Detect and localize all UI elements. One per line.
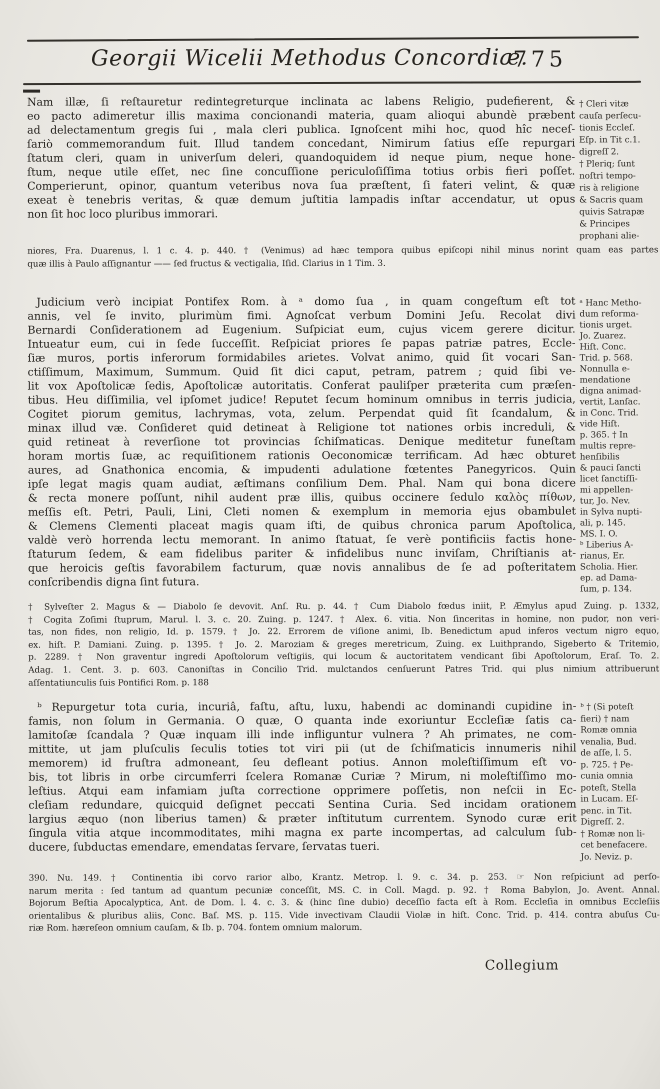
running-title: Georgii Wicelii Methodus Concordiæ. xyxy=(90,45,529,72)
text-line: ad delectamentum gregis ſui , mala cleri publica. Ignoſcent mihi hoc, quod hîc neceſ- xyxy=(27,122,576,137)
text-line: ipſe legat magis quam audiat, æſtimans conſilium Dem. Phal. Nam qui bona dicere xyxy=(27,476,576,491)
text-line: famis, non ſolum in Germania. O quæ, O quanta inde exoriuntur Eccleſiæ ſatis ca- xyxy=(28,713,577,728)
header-rule-top xyxy=(27,36,639,41)
paragraph-1 xyxy=(27,94,575,221)
text-line: 390. Nu. 149. † Continentia ibi corvo rarior albo, Krantz. Metrop. l. 9. c. 34. p. 253. ☞ Non reſpiciunt ad perſo- xyxy=(28,872,660,884)
text-line: in Conc. Trid. xyxy=(579,408,639,419)
text-line: lamitoſæ ſcandala ? Quæ inquam illi inde infliguntur vulnera ? Ah primates, ne com- xyxy=(28,727,577,742)
text-line: tionis Eccleſ. xyxy=(579,123,635,134)
text-line: annis, vel ſe invito, plurimùm fimi. Agnoſcat verbum Domini Jeſu. Recolat divi xyxy=(27,308,576,323)
text-line: conſcribendis digna ſint futura. xyxy=(28,575,200,589)
text-line: mi appellen- xyxy=(579,485,634,496)
paragraph-2 xyxy=(27,294,576,589)
text-line: tionis urget. xyxy=(579,320,633,331)
margin-note-3 xyxy=(580,702,659,863)
margin-note-2 xyxy=(579,298,659,595)
text-line: cleſiam redundare, quicquid deſignet peccati Sentina Curia. Sed incidam orationem xyxy=(28,797,577,812)
footnote-block-2 xyxy=(28,600,659,689)
text-line: in Lucam. Eſ- xyxy=(580,794,639,805)
text-line: orientalibus & pluribus aliis, Conc. Baſ. MS. p. 115. Vide invectivam Claudii Violæ in hiſt. Conc. Trid. p. 414. contra abuſus Cu- xyxy=(28,910,660,922)
margin-ink-dash xyxy=(23,90,40,93)
text-line: venalia, Bud. xyxy=(580,736,637,747)
text-line: eo pacto adimeretur illis maxima concionandi materia, quam alioqui abundè præbent xyxy=(27,108,576,123)
text-line: Comperierunt, opinor, quantum veteribus nova ſua præſtent, ſi fateri velint, & quæ xyxy=(27,178,576,193)
text-line: ᵃ Hanc Metho- xyxy=(579,298,642,309)
footnote-block-1 xyxy=(27,244,658,271)
text-line: poteſt, Stella xyxy=(580,782,637,793)
text-line: Nonnulla e- xyxy=(579,364,630,375)
text-line: ſariò commemorandum fuit. Illud tandem concedant, Nimirum ſatius eſſe repurgari xyxy=(27,136,576,151)
text-line: valdè verò horrenda lectu memorant. In animo ſtatuat, ſe verè pontificiis factis hone- xyxy=(27,532,577,547)
text-line: ſtaturum ſedem, & eam fidelibus pariter & infidelibus nunc inviſam, Chriſtianis at- xyxy=(28,546,577,561)
text-line: noſtri tempo- xyxy=(579,171,636,182)
text-line: ſtatum cleri, quam in univerſum deleri, quandoquidem id neque pium, neque hone- xyxy=(27,150,576,165)
text-line: p. 725. † Pe- xyxy=(580,759,634,770)
text-line: & Principes xyxy=(579,219,630,230)
text-line: dum reforma- xyxy=(579,309,639,320)
text-line: ex. hiſt. P. Damiani. Zuing. p. 1395. † Jo. 2. Maroziam & greges meretricum, Zuing. ex Luithprando, Sigeberto & Tritemio, xyxy=(28,639,660,651)
text-line: tas, non fides, non religio, Id. p. 1579. † Jo. 22. Errorem de viſione animi, Ib. Benedictum apud inferos vectum nigro equo, xyxy=(28,626,660,638)
text-line: p. 2289. † Non graventur ingredi Apoſtolorum veſtigiis, qui locum & auctoritatem vendicant ſibi Apoſtolorum, Eraſ. To. 2. xyxy=(28,651,660,664)
text-line: Romæ omnia xyxy=(580,725,638,736)
text-line: cunia omnia xyxy=(580,771,634,782)
text-line: cet benefacere. xyxy=(580,840,648,851)
text-line: quivis Satrapæ xyxy=(579,207,645,218)
text-line: henſibilis xyxy=(579,452,620,463)
text-line: vertit, Lanſac. xyxy=(579,397,641,408)
text-line: digreſſ 2. xyxy=(579,147,620,158)
margin-note-1 xyxy=(579,98,658,242)
text-line: Bojorum Beſtia Apocalyptica, Ant. de Dom. l. 4. c. 3. & (hinc ſine dubio) deceſſio facta eſt à Rom. Eccleſia in omnibus Eccleſiis xyxy=(28,897,660,909)
header-rule-bottom xyxy=(23,81,641,85)
text-line: licet ſanctiſſi- xyxy=(579,474,638,485)
text-line: Intueatur eum, cui in ſede ſucceſſit. Reſpiciat priores ſe papas patriæ patres, Eccle- xyxy=(27,336,576,351)
text-line: leſtius. Atqui eam infamiam juſta correctione opprimere poſſetis, non neſcii in Ec- xyxy=(28,783,577,798)
text-line: mittite, ut jam pluſculis ſeculis toties tot viri pii (ut de ſchiſmaticis innumeris nihil xyxy=(28,741,577,756)
text-line: in Sylva nupti- xyxy=(579,507,643,518)
text-line: aures, ad Gnathonica encomia, & impudenti adulatione fœtentes Panegyricos. Quin xyxy=(27,462,576,477)
text-line: horam mortis ſuæ, ac requiſitionem rationis Oeconomicæ terrificam. Ad hæc obturet xyxy=(27,448,576,463)
text-line: ſingula vitia atque incommoditates, mihi magna ex parte incompertas, ad calculum ſub- xyxy=(28,825,577,840)
text-line: ep. ad Dama- xyxy=(580,573,638,584)
text-line: rianus, Er. xyxy=(580,551,625,562)
text-line: meſſis eſt. Petri, Pauli, Lini, Cleti nomen & exemplum in memoria ejus obambulet xyxy=(27,504,576,519)
text-line: Cogitet piorum gemitus, lachrymas, vota, zelum. Perpendat quid ſit ſcandalum, & xyxy=(27,406,576,421)
text-line: tibus. Heu diſſimilia, vel ipſomet judice! Reputet ſecum hominum omnibus in terris judicia, xyxy=(27,392,576,407)
text-line: p. 365. † In xyxy=(579,430,629,441)
text-line: digna animad- xyxy=(579,386,642,397)
text-line: † Romæ non li- xyxy=(580,828,645,839)
text-line: Scholia. Hier. xyxy=(580,562,639,573)
text-line: prophani alie- xyxy=(579,231,640,242)
text-line: fieri) † nam xyxy=(580,713,630,724)
text-line: Trid. p. 568. xyxy=(579,353,633,364)
text-line: ſtum, neque utile eſſet, nec ſine concuſſione periculoſiſſima totius orbis fieri poſſet. xyxy=(27,164,576,179)
footnote-block-3 xyxy=(29,871,660,935)
text-line: & Sacris quam xyxy=(579,195,644,206)
text-line: ſiæ muros, portis inferorum formidabiles arietes. Volvat animo, quid ſit vocari San- xyxy=(27,350,576,365)
text-line: largius æquo (non liberius tamen) & præter inſtitutum currentem. Synodo curæ erit xyxy=(28,811,577,826)
text-line: Bernardi Conſiderationem ad Eugenium. Suſpiciat eum, cujus vicem gerere dicitur. xyxy=(27,322,576,337)
text-line: aſſentatiunculis ſuis Pontifici Rom. p. 188 xyxy=(28,677,209,689)
text-line: ali, p. 145. xyxy=(579,518,626,529)
text-line: & pauci ſancti xyxy=(579,463,641,474)
text-line: Jo. Zuarez. xyxy=(579,331,627,342)
text-line: quæ illis à Paulo aſſignantur —— ſed fructus & vectigalia, Iſid. Clarius in 1 Tim. 3. xyxy=(27,258,386,270)
text-line: Hiſt. Conc. xyxy=(579,342,627,353)
text-line: ᵇ Liberius A- xyxy=(579,540,634,551)
text-line: ſum, p. 134. xyxy=(580,584,632,595)
text-line: quid retineat à reverſione tot provincias ſchiſmaticas. Denique meditetur funeſtam xyxy=(27,434,576,449)
text-line: tur, Jo. Nev. xyxy=(579,496,631,507)
paragraph-3 xyxy=(28,699,576,854)
page-number: 775 xyxy=(512,47,568,73)
text-line: † Pleriq; ſunt xyxy=(579,159,635,170)
text-line: cauſa perſecu- xyxy=(579,111,642,122)
catchword: Collegium xyxy=(484,957,559,974)
text-line: riæ Rom. hæreſeon omnium cauſam, & Ib. p. 704. fontem omnium malorum. xyxy=(28,923,363,935)
text-line: lit vox Apoſtolicæ ſedis, Apoſtolicæ autoritatis. Conferat pauliſper præterita cum præſen- xyxy=(27,378,576,393)
text-line: † Cleri vitæ xyxy=(579,99,629,110)
text-line: minax illud væ. Conſideret quid detineat à Religione tot nationes orbis increduli, & xyxy=(27,420,576,435)
text-line: mendatione xyxy=(579,375,631,386)
text-line: & recta monere poſſunt, nihil audent præ illis, quibus occinere ſedulo καλὸς πίθων, xyxy=(27,490,576,505)
text-line: vide Hiſt. xyxy=(579,419,620,430)
text-line: non ſit hoc loco pluribus immorari. xyxy=(27,207,219,221)
text-line: Adag. 1. Cent. 3. p. 603. Canoniſtas in Concilio Trid. mulctandos cenſuerunt Patres Trid. qui plus nimium attribuerunt xyxy=(28,664,660,676)
text-line: ᵇ Repurgetur tota curia, incuriâ, faſtu, aſtu, luxu, habendi ac dominandi cupidine in- xyxy=(37,699,577,714)
text-line: Judicium verò incipiat Pontifex Rom. à ᵃ domo ſua , in quam congeſtum eſt tot xyxy=(36,294,576,309)
text-line: ris à religione xyxy=(579,183,640,194)
text-line: Eſp. in Tit c.1. xyxy=(579,135,641,146)
text-line: Nam illæ, ſi reſtauretur redintegreturque inclinata ac labens Religio, pudefierent, & xyxy=(27,94,576,109)
text-line: Digreſſ. 2. xyxy=(580,817,625,828)
text-line: exeat è tenebris veritas, & quæ demum juſtitia lampadis inſtar accendatur, ut opus xyxy=(27,192,576,207)
text-line: niores, Fra. Duarenus, l. 1 c. 4. p. 440. † (Venimus) ad hæc tempora quibus epiſcopi nihil minus norint quam eas partes xyxy=(27,245,659,257)
text-line: penc. in Tit. xyxy=(580,805,633,816)
text-line: ctiſſimum, Maximum, Summum. Quid ſit dici caput, petram, patrem ; quid ſibi ve- xyxy=(27,364,576,379)
text-line: memorem) id fruſtra admoneant, ſeu defleant potius. Annon moleſtiſſimum eſt vo- xyxy=(28,755,577,770)
text-line: ducere, ſubductas emendare, emendatas ſervare, ſervatas tueri. xyxy=(28,839,380,854)
text-line: † Sylveſter 2. Magus & — Diabolo ſe devovit. Anſ. Ru. p. 44. † Cum Diabolo fœdus iniit, P. Æmylus apud Zuing. p. 1332, xyxy=(28,601,660,613)
text-line: † Cogita Zoſimi ſtuprum, Marul. l. 3. c. 20. Zuing. p. 1247. † Alex. 6. vitia. Non ſinceritas in homine, non pudor, non veri- xyxy=(28,613,660,626)
text-line: ᵇ † (Si poteſt xyxy=(580,702,634,713)
text-line: Jo. Neviz. p. xyxy=(580,851,633,862)
text-line: de aſſe, l. 5. xyxy=(580,748,632,759)
text-line: narum merita : ſed tantum ad quantum pecuniæ conceſſit, MS. C. in Coll. Magd. p. 92. † Roma Babylon, Jo. Avent. Annal. xyxy=(28,884,660,897)
text-line: que heroicis geſtis favorabilem facturum, quæ novis annalibus de ſe ad poſteritatem xyxy=(28,560,577,575)
text-line: multis repre- xyxy=(579,441,636,452)
text-line: MS. I. O. xyxy=(579,529,618,540)
text-line: bis, tot libris in orbe circumferri ſcelera Romanæ Curiæ ? Mirum, ni moleſtiſſimo mo- xyxy=(28,769,577,784)
text-line: & Clemens Clementi placeat magis quam iſti, de quibus chronica parum Apoſtolica, xyxy=(27,518,576,533)
